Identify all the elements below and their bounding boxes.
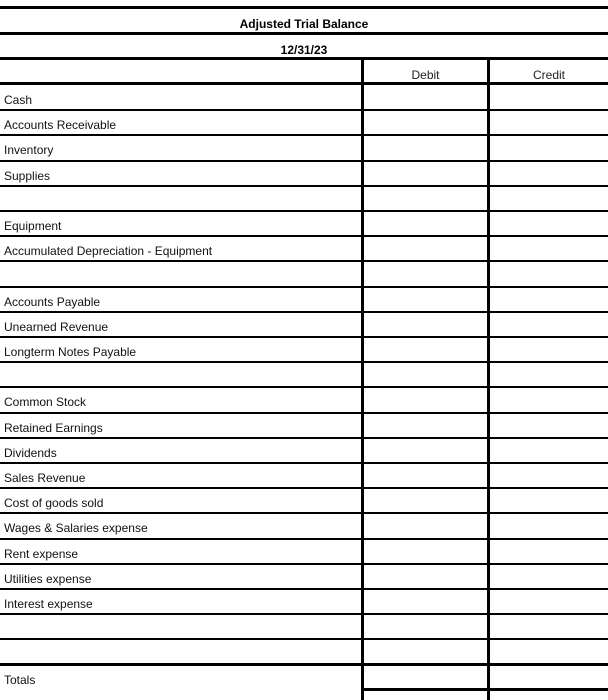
debit-cell[interactable] [364,439,487,461]
account-label: Accumulated Depreciation - Equipment [4,244,213,259]
account-label: Common Stock [4,395,87,410]
debit-cell[interactable] [364,363,487,385]
account-label: Longterm Notes Payable [4,345,137,359]
debit-cell[interactable] [364,86,487,108]
credit-cell[interactable] [490,288,608,310]
account-label: Unearned Revenue [4,319,109,334]
credit-cell[interactable] [490,414,608,436]
account-label: Inventory [4,143,54,158]
debit-column-header: Debit [411,68,440,82]
debit-cell[interactable] [364,615,487,637]
credit-cell[interactable] [490,464,608,486]
credit-cell[interactable] [490,388,608,410]
account-label: Utilities expense [4,571,92,586]
credit-cell[interactable] [490,313,608,335]
debit-cell[interactable] [364,313,487,335]
debit-cell[interactable] [364,640,487,662]
credit-cell[interactable] [490,237,608,259]
credit-cell[interactable] [490,666,608,688]
account-label: Totals [4,672,36,687]
credit-cell[interactable] [490,262,608,284]
debit-cell[interactable] [364,212,487,234]
account-label: Rent expense [4,546,79,561]
credit-cell[interactable] [490,514,608,536]
debit-cell[interactable] [364,565,487,587]
credit-cell[interactable] [490,363,608,385]
credit-cell[interactable] [490,615,608,637]
account-label: Cash [4,93,33,107]
debit-cell[interactable] [364,288,487,310]
credit-cell[interactable] [490,439,608,461]
date-divider [0,57,608,60]
debit-cell[interactable] [364,262,487,284]
debit-cell[interactable] [364,136,487,158]
credit-cell[interactable] [490,187,608,209]
debit-cell[interactable] [364,666,487,688]
debit-cell[interactable] [364,464,487,486]
account-label: Accounts Payable [4,294,101,309]
debit-cell[interactable] [364,414,487,436]
account-label: Interest expense [4,597,93,611]
credit-cell[interactable] [490,489,608,511]
credit-cell[interactable] [490,338,608,360]
account-label: Wages & Salaries expense [4,521,148,536]
statement-date: 12/31/23 [280,43,328,57]
credit-cell[interactable] [490,640,608,662]
totals-underline [490,688,608,691]
credit-cell[interactable] [490,540,608,562]
account-label: Accounts Receivable [4,118,117,133]
top-border [0,6,608,9]
debit-cell[interactable] [364,590,487,612]
credit-column-header: Credit [532,68,565,82]
debit-cell[interactable] [364,489,487,511]
totals-underline [364,688,487,691]
credit-cell[interactable] [490,86,608,108]
account-label: Dividends [4,445,57,460]
debit-cell[interactable] [364,111,487,133]
credit-cell[interactable] [490,111,608,133]
title-divider [0,32,608,35]
account-label: Retained Earnings [4,420,103,435]
debit-cell[interactable] [364,540,487,562]
account-label: Cost of goods sold [4,496,104,511]
credit-cell[interactable] [490,590,608,612]
account-label: Supplies [4,168,51,183]
credit-cell[interactable] [490,565,608,587]
credit-cell[interactable] [490,136,608,158]
debit-cell[interactable] [364,388,487,410]
account-label: Equipment [4,219,62,233]
column-header-divider [0,82,608,85]
debit-cell[interactable] [364,514,487,536]
debit-cell[interactable] [364,162,487,184]
credit-cell[interactable] [490,212,608,234]
account-label: Sales Revenue [4,471,86,485]
debit-cell[interactable] [364,237,487,259]
credit-cell[interactable] [490,162,608,184]
debit-cell[interactable] [364,338,487,360]
debit-cell[interactable] [364,187,487,209]
page-title: Adjusted Trial Balance [239,17,369,31]
